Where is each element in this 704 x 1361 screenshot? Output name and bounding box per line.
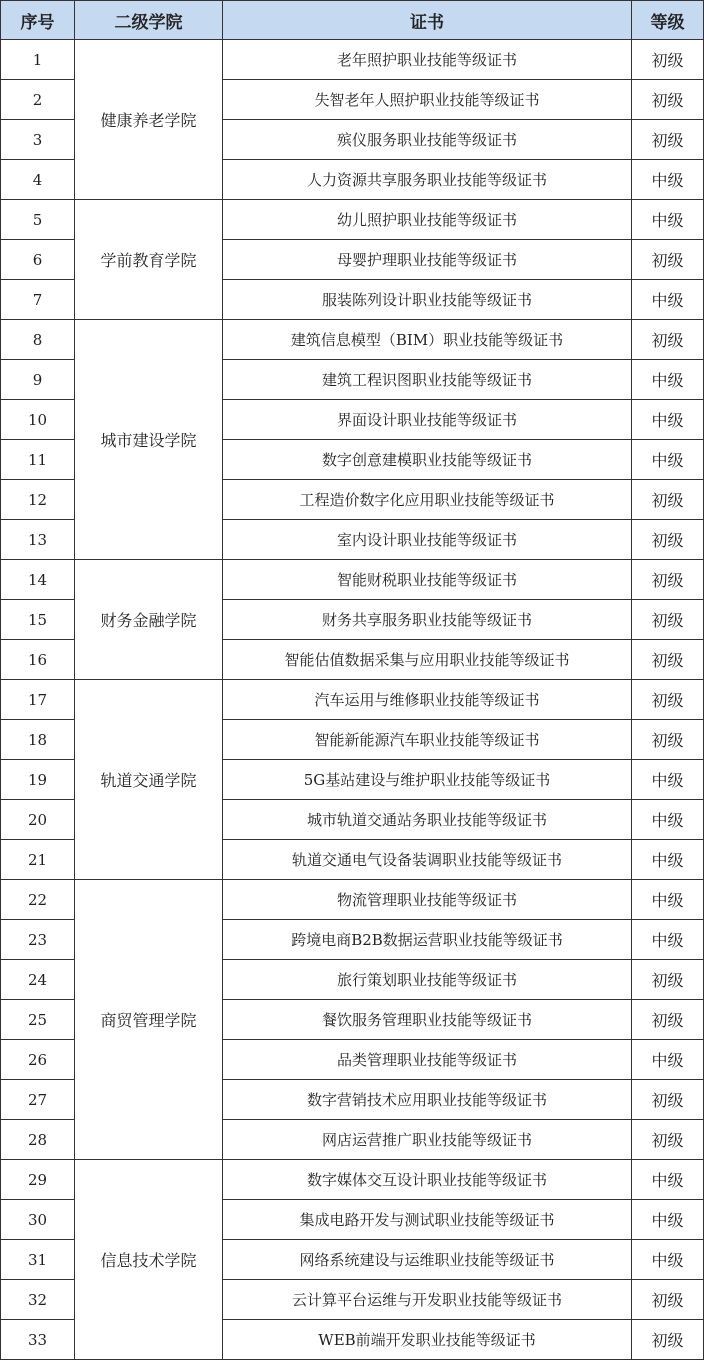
certificate-level: 中级 <box>632 200 704 240</box>
certificate-level: 中级 <box>632 1160 704 1200</box>
certificate-level: 中级 <box>632 280 704 320</box>
row-number: 9 <box>1 360 75 400</box>
row-number: 25 <box>1 1000 75 1040</box>
row-number: 29 <box>1 1160 75 1200</box>
certificate-name: WEB前端开发职业技能等级证书 <box>223 1320 632 1360</box>
certificate-name: 工程造价数字化应用职业技能等级证书 <box>223 480 632 520</box>
certificate-name: 数字营销技术应用职业技能等级证书 <box>223 1080 632 1120</box>
certificate-level: 初级 <box>632 240 704 280</box>
certificate-level: 初级 <box>632 680 704 720</box>
certificate-name: 餐饮服务管理职业技能等级证书 <box>223 1000 632 1040</box>
certificate-level: 中级 <box>632 1040 704 1080</box>
certificate-level: 初级 <box>632 1120 704 1160</box>
certificate-level: 初级 <box>632 1080 704 1120</box>
header-college: 二级学院 <box>75 1 223 40</box>
college-name: 学前教育学院 <box>75 200 223 320</box>
table-row <box>1 680 704 720</box>
table-row <box>1 200 704 240</box>
row-number: 21 <box>1 840 75 880</box>
certificate-name: 集成电路开发与测试职业技能等级证书 <box>223 1200 632 1240</box>
certificate-name: 城市轨道交通站务职业技能等级证书 <box>223 800 632 840</box>
certificate-level: 初级 <box>632 640 704 680</box>
row-number: 27 <box>1 1080 75 1120</box>
certificate-name: 云计算平台运维与开发职业技能等级证书 <box>223 1280 632 1320</box>
certificate-level: 初级 <box>632 1000 704 1040</box>
row-number: 26 <box>1 1040 75 1080</box>
certificate-name: 服装陈列设计职业技能等级证书 <box>223 280 632 320</box>
row-number: 17 <box>1 680 75 720</box>
row-number: 12 <box>1 480 75 520</box>
row-number: 19 <box>1 760 75 800</box>
certificate-name: 汽车运用与维修职业技能等级证书 <box>223 680 632 720</box>
certificate-level: 初级 <box>632 720 704 760</box>
row-number: 31 <box>1 1240 75 1280</box>
certificate-level: 中级 <box>632 400 704 440</box>
row-number: 4 <box>1 160 75 200</box>
row-number: 14 <box>1 560 75 600</box>
row-number: 2 <box>1 80 75 120</box>
row-number: 18 <box>1 720 75 760</box>
certificate-level: 中级 <box>632 1240 704 1280</box>
row-number: 20 <box>1 800 75 840</box>
certificate-name: 老年照护职业技能等级证书 <box>223 40 632 80</box>
row-number: 3 <box>1 120 75 160</box>
certificate-level: 中级 <box>632 880 704 920</box>
certificate-level: 初级 <box>632 960 704 1000</box>
row-number: 33 <box>1 1320 75 1360</box>
table-row <box>1 560 704 600</box>
certificate-name: 智能财税职业技能等级证书 <box>223 560 632 600</box>
certificate-level: 初级 <box>632 520 704 560</box>
certificate-name: 智能新能源汽车职业技能等级证书 <box>223 720 632 760</box>
certificate-name: 室内设计职业技能等级证书 <box>223 520 632 560</box>
table-row <box>1 40 704 80</box>
row-number: 10 <box>1 400 75 440</box>
college-name: 信息技术学院 <box>75 1160 223 1360</box>
row-number: 24 <box>1 960 75 1000</box>
certificate-level: 中级 <box>632 160 704 200</box>
row-number: 11 <box>1 440 75 480</box>
table-row <box>1 320 704 360</box>
certificate-name: 建筑信息模型（BIM）职业技能等级证书 <box>223 320 632 360</box>
row-number: 22 <box>1 880 75 920</box>
certificate-name: 网络系统建设与运维职业技能等级证书 <box>223 1240 632 1280</box>
certificate-level: 中级 <box>632 920 704 960</box>
certificate-level: 中级 <box>632 360 704 400</box>
college-name: 城市建设学院 <box>75 320 223 560</box>
college-name: 商贸管理学院 <box>75 880 223 1160</box>
certificate-name: 旅行策划职业技能等级证书 <box>223 960 632 1000</box>
table-body <box>1 40 704 1360</box>
certificate-name: 数字媒体交互设计职业技能等级证书 <box>223 1160 632 1200</box>
certificate-name: 界面设计职业技能等级证书 <box>223 400 632 440</box>
certificate-level: 中级 <box>632 840 704 880</box>
certificate-name: 网店运营推广职业技能等级证书 <box>223 1120 632 1160</box>
certificate-level: 初级 <box>632 40 704 80</box>
header-level: 等级 <box>632 1 704 40</box>
certificate-name: 物流管理职业技能等级证书 <box>223 880 632 920</box>
certificate-name: 数字创意建模职业技能等级证书 <box>223 440 632 480</box>
table-row <box>1 880 704 920</box>
row-number: 30 <box>1 1200 75 1240</box>
certificate-level: 初级 <box>632 120 704 160</box>
certificate-level: 初级 <box>632 80 704 120</box>
college-name: 财务金融学院 <box>75 560 223 680</box>
row-number: 6 <box>1 240 75 280</box>
certificate-level: 中级 <box>632 440 704 480</box>
row-number: 32 <box>1 1280 75 1320</box>
header-row <box>1 1 704 40</box>
certificate-name: 人力资源共享服务职业技能等级证书 <box>223 160 632 200</box>
row-number: 23 <box>1 920 75 960</box>
certificate-level: 中级 <box>632 800 704 840</box>
row-number: 15 <box>1 600 75 640</box>
certificate-level: 初级 <box>632 1320 704 1360</box>
certificate-name: 5G基站建设与维护职业技能等级证书 <box>223 760 632 800</box>
row-number: 13 <box>1 520 75 560</box>
certificate-level: 初级 <box>632 320 704 360</box>
certificate-level: 中级 <box>632 760 704 800</box>
certificate-name: 建筑工程识图职业技能等级证书 <box>223 360 632 400</box>
row-number: 1 <box>1 40 75 80</box>
certificate-level: 初级 <box>632 1280 704 1320</box>
table-row <box>1 1160 704 1200</box>
header-no: 序号 <box>1 1 75 40</box>
certificate-level: 初级 <box>632 600 704 640</box>
certificate-level: 初级 <box>632 560 704 600</box>
certificate-level: 中级 <box>632 1200 704 1240</box>
row-number: 16 <box>1 640 75 680</box>
certificate-name: 母婴护理职业技能等级证书 <box>223 240 632 280</box>
certificate-name: 幼儿照护职业技能等级证书 <box>223 200 632 240</box>
certificate-name: 失智老年人照护职业技能等级证书 <box>223 80 632 120</box>
row-number: 5 <box>1 200 75 240</box>
row-number: 28 <box>1 1120 75 1160</box>
certificate-level: 初级 <box>632 480 704 520</box>
certificate-name: 财务共享服务职业技能等级证书 <box>223 600 632 640</box>
college-name: 健康养老学院 <box>75 40 223 200</box>
college-name: 轨道交通学院 <box>75 680 223 880</box>
row-number: 8 <box>1 320 75 360</box>
certificate-name: 品类管理职业技能等级证书 <box>223 1040 632 1080</box>
certificate-name: 轨道交通电气设备装调职业技能等级证书 <box>223 840 632 880</box>
certificate-name: 智能估值数据采集与应用职业技能等级证书 <box>223 640 632 680</box>
certificate-name: 殡仪服务职业技能等级证书 <box>223 120 632 160</box>
header-cert: 证书 <box>223 1 632 40</box>
row-number: 7 <box>1 280 75 320</box>
certificate-name: 跨境电商B2B数据运营职业技能等级证书 <box>223 920 632 960</box>
